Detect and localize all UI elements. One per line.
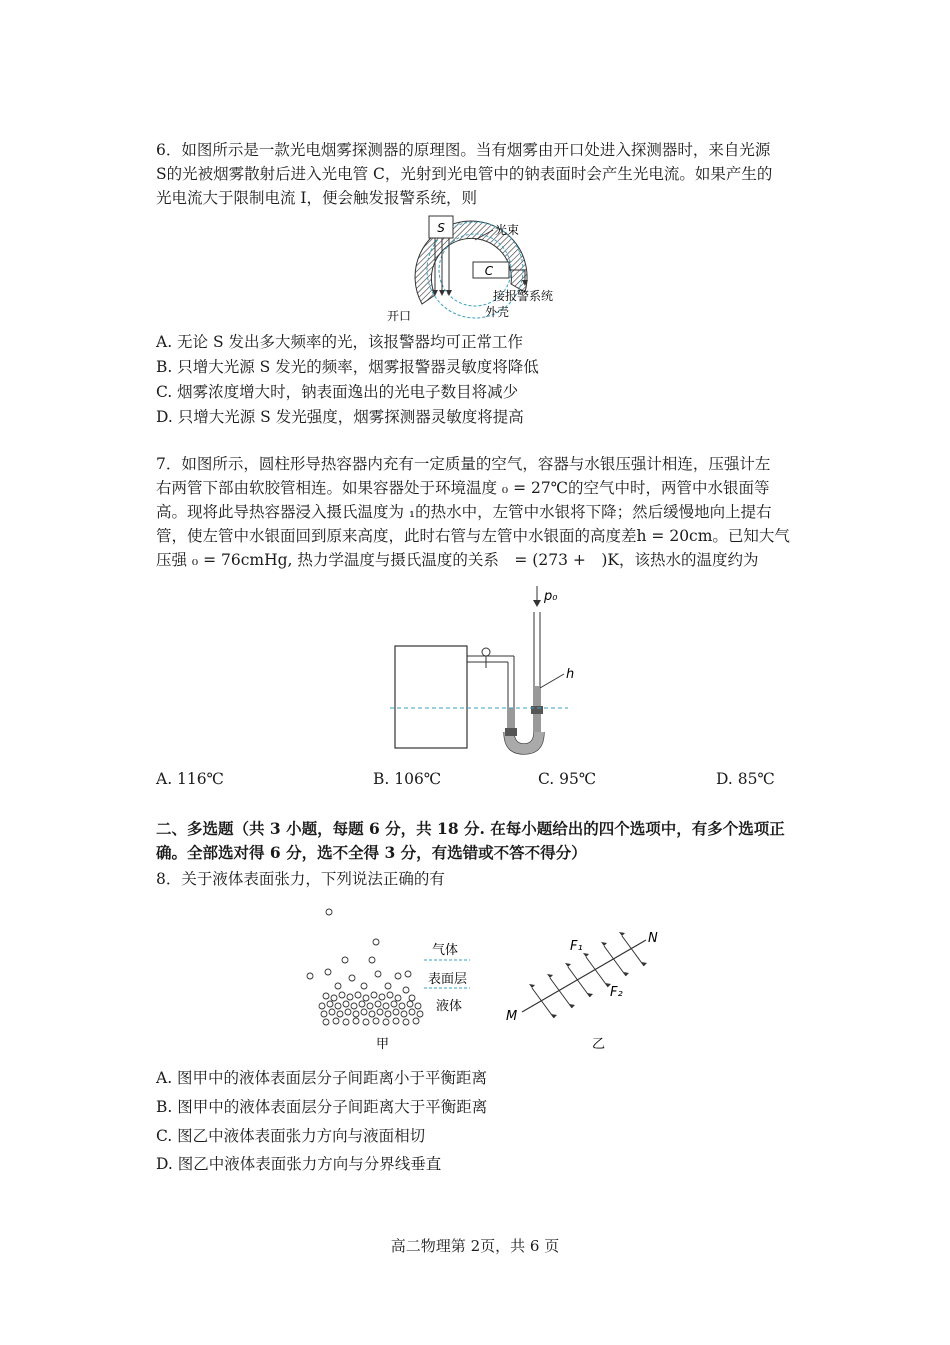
manometer-figure <box>390 582 630 762</box>
q6-option-a: A. 无论 S 发出多大频率的光，该报警器均可正常工作 <box>156 333 524 351</box>
q8-option-a: A. 图甲中的液体表面层分子间距离小于平衡距离 <box>156 1069 488 1087</box>
photocell-label: C <box>484 264 494 278</box>
smoke-detector-figure <box>385 212 585 324</box>
surface-layer-label: 表面层 <box>428 972 468 987</box>
liquid-label: 液体 <box>436 999 463 1014</box>
q6-option-c: C. 烟雾浓度增大时，钠表面逸出的光电子数目将减少 <box>156 383 519 401</box>
q8-option-d: D. 图乙中液体表面张力方向与分界线垂直 <box>156 1155 442 1173</box>
atm-pressure-label: p₀ <box>544 589 558 604</box>
q7-option-c: C. 95℃ <box>538 770 597 788</box>
height-diff-label: h <box>566 667 575 682</box>
q7-option-a: A. 116℃ <box>156 770 224 788</box>
shell-label: 外壳 <box>485 305 510 319</box>
figure-yi-caption: 乙 <box>592 1037 606 1052</box>
source-label: S <box>437 221 445 235</box>
figure-jia-caption: 甲 <box>376 1037 390 1052</box>
q6-option-b: B. 只增大光源 S 发光的频率，烟雾报警器灵敏度将降低 <box>156 358 539 376</box>
q7-line-1: 7．如图所示，圆柱形导热容器内充有一定质量的空气，容器与水银压强计相连，压强计左 <box>156 455 771 473</box>
q6-option-d: D. 只增大光源 S 发光强度，烟雾探测器灵敏度将提高 <box>156 408 524 426</box>
q6-line-2: S的光被烟雾散射后进入光电管 C，光射到光电管中的钠表面时会产生光电流。如果产生的 <box>156 165 773 183</box>
gas-label: 气体 <box>432 943 459 958</box>
point-m-label: M <box>506 1009 518 1024</box>
section2-heading-1: 二、多选题（共 3 小题，每题 6 分，共 18 分. 在每小题给出的四个选项中，有多个选项正 <box>156 819 785 838</box>
q8-option-c: C. 图乙中液体表面张力方向与液面相切 <box>156 1127 426 1145</box>
q6-line-1: 6．如图所示是一款光电烟雾探测器的原理图。当有烟雾由开口处进入探测器时，来自光源 <box>156 141 771 159</box>
point-n-label: N <box>648 931 658 946</box>
q7-line-5: 压强 ₀ = 76cmHg, 热力学温度与摄氏温度的关系 = (273 + )K，该热水的温度约为 <box>156 551 759 569</box>
q8-stem: 8．关于液体表面张力，下列说法正确的有 <box>156 870 445 888</box>
force-f1-label: F₁ <box>570 939 583 954</box>
opening-label: 开口 <box>387 309 412 323</box>
q7-line-2: 右两管下部由软胶管相连。如果容器处于环境温度 ₀ = 27℃的空气中时，两管中水银面等 <box>156 479 770 497</box>
q7-line-4: 管，使左管中水银面回到原来高度，此时右管与左管中水银面的高度差h = 20cm。已知大气 <box>156 527 790 545</box>
q7-line-3: 高。现将此导热容器浸入摄氏温度为 ₁的热水中，左管中水银将下降；然后缓慢地向上提右 <box>156 503 772 521</box>
q6-line-3: 光电流大于限制电流 I，便会触发报警系统，则 <box>156 189 478 207</box>
q7-option-b: B. 106℃ <box>373 770 442 788</box>
q8-option-b: B. 图甲中的液体表面层分子间距离大于平衡距离 <box>156 1098 488 1116</box>
beam-label: 光束 <box>495 223 520 237</box>
force-f2-label: F₂ <box>610 985 623 1000</box>
alarm-label: 接报警系统 <box>493 289 554 303</box>
surface-tension-figure <box>300 900 680 1050</box>
page-footer: 高二物理第 2页，共 6 页 <box>390 1237 560 1255</box>
section2-heading-2: 确。全部选对得 6 分，选不全得 3 分，有选错或不答不得分） <box>156 843 587 862</box>
q7-option-d: D. 85℃ <box>716 770 775 788</box>
